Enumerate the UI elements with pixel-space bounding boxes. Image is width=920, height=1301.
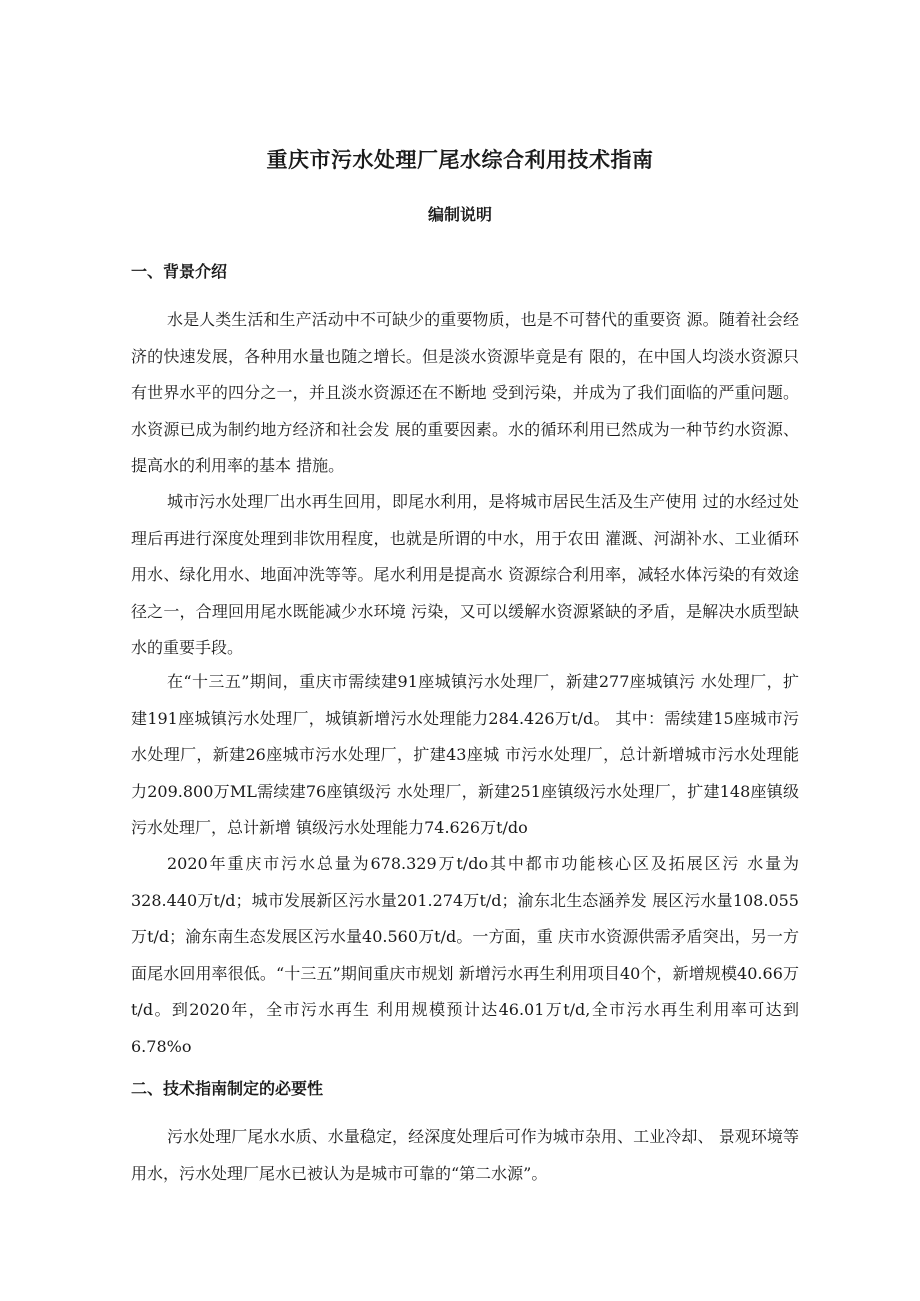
section-heading-background: 一、背景介绍 — [131, 262, 228, 281]
paragraph: 2020年重庆市污水总量为678.329万t∕do其中都市功能核心区及拓展区污 水量为328.440万t/d；城市发展新区污水量201.274万t/d；渝东北生态涵养发 展区污水量108.055万t/d；渝东南生态发展区污水量40.560万t/d。一方面，重 庆市水资源供需矛盾突出，另一方面尾水回用率很低。“十三五”期间重庆市规划 新增污水再生利用项目40个，新增规模40.66万t/d。到2020年，全市污水再生 利用规模预计达46.01万t/d,全市污水再生利用率可达到6.78%o — [131, 854, 799, 1056]
document-title: 重庆市污水处理厂尾水综合利用技术指南 — [266, 148, 654, 172]
paragraph: 城市污水处理厂出水再生回用，即尾水利用，是将城市居民生活及生产使用 过的水经过处理后再进行深度处理到非饮用程度，也就是所谓的中水，用于农田 灌溉、河湖补水、工业循环用水、绿化用水、地面冲洗等等。尾水利用是提高水 资源综合利用率，减轻水体污染的有效途径之一，合理回用尾水既能减少水环境 污染，又可以缓解水资源紧缺的矛盾，是解决水质型缺水的重要手段。 — [131, 492, 799, 657]
document-subtitle: 编制说明 — [427, 205, 492, 224]
paragraph: 水是人类生活和生产活动中不可缺少的重要物质，也是不可替代的重要资 源。随着社会经济的快速发展，各种用水量也随之增长。但是淡水资源毕竟是有 限的，在中国人均淡水资源只有世界水平的四分之一，并且淡水资源还在不断地 受到污染，并成为了我们面临的严重问题。水资源已成为制约地方经济和社会发 展的重要因素。水的循环利用已然成为一种节约水资源、提高水的利用率的基本 措施。 — [131, 310, 799, 475]
section-heading-necessity: 二、技术指南制定的必要性 — [131, 1079, 324, 1098]
paragraph: 污水处理厂尾水水质、水量稳定，经深度处理后可作为城市杂用、工业冷却、 景观环境等用水，污水处理厂尾水已被认为是城市可靠的“第二水源”。 — [131, 1127, 799, 1183]
paragraph: 在“十三五”期间，重庆市需续建91座城镇污水处理厂，新建277座城镇污 水处理厂，扩建191座城镇污水处理厂，城镇新增污水处理能力284.426万t/d。 其中：需续建15座城市污水处理厂，新建26座城市污水处理厂，扩建43座城 市污水处理厂，总计新增城市污水处理能力209.800万ML需续建76座镇级污 水处理厂，新建251座镇级污水处理厂，扩建148座镇级污水处理厂，总计新增 镇级污水处理能力74.626万t/do — [131, 672, 799, 837]
